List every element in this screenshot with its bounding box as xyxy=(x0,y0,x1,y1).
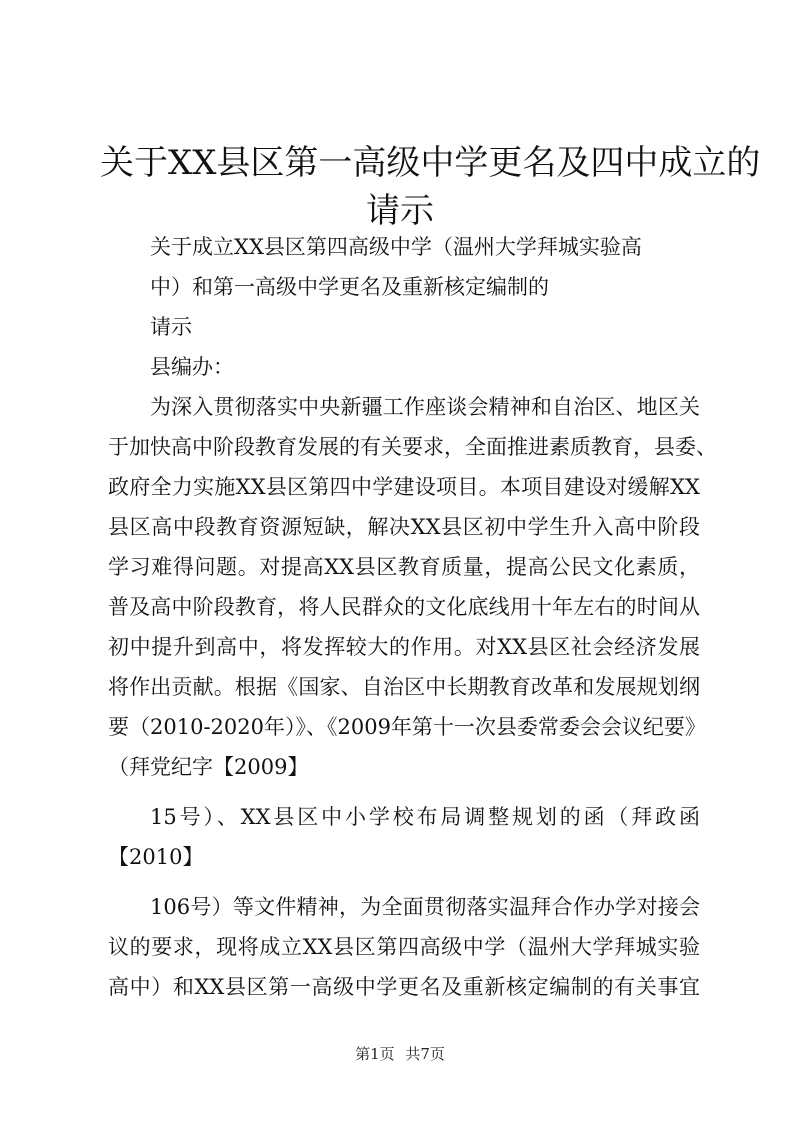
page-footer xyxy=(0,1044,800,1064)
salutation: 县编办： xyxy=(150,355,234,379)
body-line-6: 普及高中阶段教育，将人民群众的文化底线用十年左右的时间从 xyxy=(108,595,700,619)
body-line-4: 县区高中段教育资源短缺，解决XX县区初中学生升入高中阶段 xyxy=(108,515,700,539)
body-line-3: 政府全力实施XX县区第四中学建设项目。本项目建设对缓解XX xyxy=(108,475,700,499)
body-line-10: （拜党纪字【2009】 xyxy=(108,755,309,779)
body-line-11: 15号）、XX县区中小学校布局调整规划的函（拜政函 xyxy=(150,805,700,829)
body-line-9: 要（2010-2020年）》、《2009年第十一次县委常委会会议纪要》 xyxy=(108,715,706,739)
body-line-8: 将作出贡献。根据《国家、自治区中长期教育改革和发展规划纲 xyxy=(108,675,700,699)
body-line-15: 高中）和XX县区第一高级中学更名及重新核定编制的有关事宜 xyxy=(108,975,700,999)
page-total: 共7页 xyxy=(405,1045,445,1063)
subtitle-line-1: 关于成立XX县区第四高级中学（温州大学拜城实验高 xyxy=(150,235,642,259)
body-line-5: 学习难得问题。对提高XX县区教育质量，提高公民文化素质， xyxy=(108,555,700,579)
body-line-13: 106号）等文件精神，为全面贯彻落实温拜合作办学对接会 xyxy=(150,895,700,919)
body-line-12: 【2010】 xyxy=(108,845,204,869)
document-title-line1: 关于XX县区第一高级中学更名及四中成立的 xyxy=(100,143,761,183)
subtitle-line-3: 请示 xyxy=(150,315,192,339)
body-line-7: 初中提升到高中，将发挥较大的作用。对XX县区社会经济发展 xyxy=(108,635,700,659)
page-number: 第1页 xyxy=(355,1045,395,1063)
subtitle-line-2: 中）和第一高级中学更名及重新核定编制的 xyxy=(150,275,549,299)
document-title-line2: 请示 xyxy=(366,191,434,231)
body-line-2: 于加快高中阶段教育发展的有关要求，全面推进素质教育，县委、 xyxy=(108,435,717,459)
body-line-14: 议的要求，现将成立XX县区第四高级中学（温州大学拜城实验 xyxy=(108,935,700,959)
body-line-1: 为深入贯彻落实中央新疆工作座谈会精神和自治区、地区关 xyxy=(150,395,700,419)
